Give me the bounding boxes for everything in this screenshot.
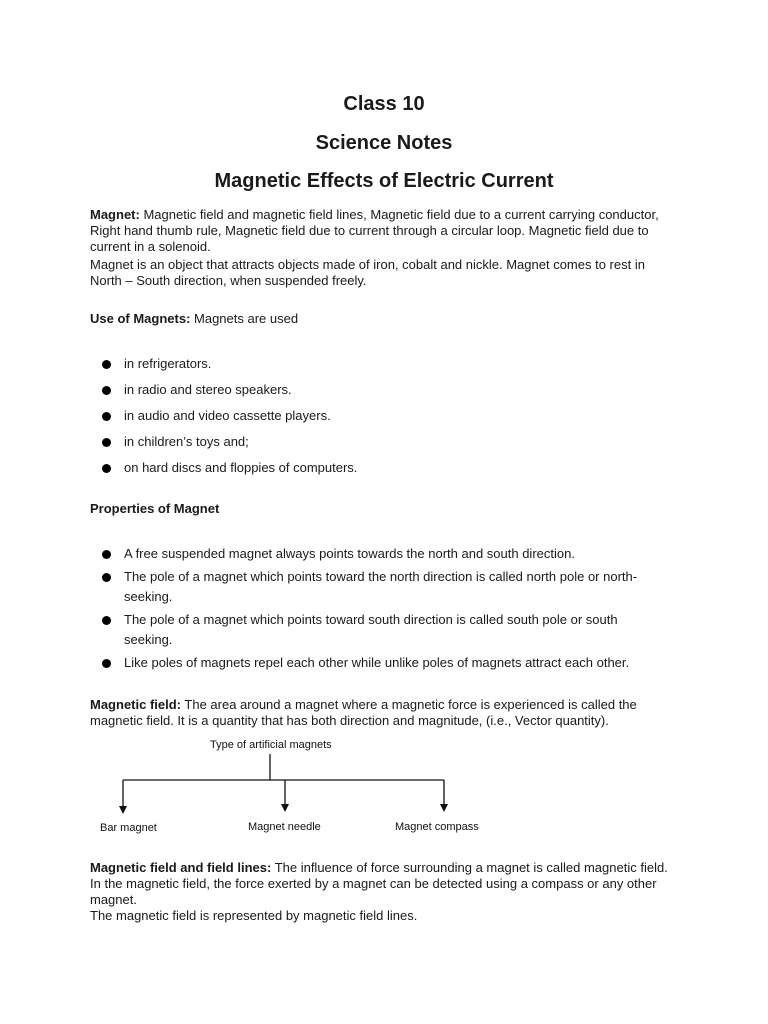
uses-label: Use of Magnets: — [90, 311, 191, 326]
diagram-child-label: Magnet needle — [248, 821, 321, 833]
list-item: A free suspended magnet always points towards the north and south direction. — [90, 544, 690, 564]
arrow-down-icon — [119, 806, 127, 814]
diagram-child-label: Magnet compass — [395, 821, 479, 833]
bullet-icon — [102, 550, 111, 559]
diagram-root-label: Type of artificial magnets — [210, 739, 332, 751]
diagram-child-label: Bar magnet — [100, 822, 157, 834]
arrow-down-icon — [281, 804, 289, 812]
bullet-icon — [102, 464, 111, 473]
bullet-icon — [102, 386, 111, 395]
list-item: Like poles of magnets repel each other while unlike poles of magnets attract each other. — [90, 653, 690, 673]
bullet-icon — [102, 360, 111, 369]
bullet-icon — [102, 438, 111, 447]
properties-title: Properties of Magnet — [90, 501, 220, 516]
list-item: The pole of a magnet which points toward south direction is called south pole or south seeking. — [90, 610, 642, 650]
artificial-magnets-diagram — [90, 734, 510, 838]
subject-heading: Science Notes — [315, 132, 453, 154]
field-lines-representation: The magnetic field is represented by magnetic field lines. — [90, 908, 418, 923]
magnet-label: Magnet: — [90, 207, 140, 222]
chapter-title: Magnetic Effects of Electric Current — [214, 170, 554, 192]
field-lines-text: The influence of force surrounding a magnet is called magnetic field. In the magnetic field, the force exerted by a magnet can be detected using a compass or any other magnet. — [90, 860, 668, 907]
magnet-intro-paragraph — [90, 207, 680, 255]
properties-list — [90, 544, 690, 673]
list-item: The pole of a magnet which points toward the north direction is called north pole or north-seeking. — [90, 567, 642, 607]
list-item: on hard discs and floppies of computers. — [90, 458, 690, 478]
magnetic-field-label: Magnetic field: — [90, 697, 182, 712]
magnetic-field-paragraph — [90, 697, 680, 729]
magnetic-field-text: The area around a magnet where a magnetic force is experienced is called the magnetic field. It is a quantity that has both direction and magnitude, (i.e., Vector quantity). — [90, 697, 637, 728]
bullet-icon — [102, 659, 111, 668]
magnet-intro-text: Magnetic field and magnetic field lines, Magnetic field due to a current carrying conductor, Right hand thumb rule, Magnetic field due to current through a circular loop. Magnetic field due to current in a solenoid. — [90, 207, 659, 254]
uses-intro — [90, 311, 680, 327]
list-item: in children’s toys and; — [90, 432, 690, 452]
field-lines-paragraph — [90, 860, 680, 908]
list-item: in radio and stereo speakers. — [90, 380, 690, 400]
uses-list — [90, 354, 690, 478]
field-lines-label: Magnetic field and field lines: — [90, 860, 272, 875]
magnet-definition-paragraph: Magnet is an object that attracts objects made of iron, cobalt and nickle. Magnet comes to rest in North – South direction, when suspended freely. — [90, 257, 645, 288]
list-item: in refrigerators. — [90, 354, 690, 374]
uses-text: Magnets are used — [190, 311, 299, 326]
arrow-down-icon — [440, 804, 448, 812]
bullet-icon — [102, 412, 111, 421]
bullet-icon — [102, 616, 111, 625]
class-heading: Class 10 — [343, 93, 425, 115]
list-item: in audio and video cassette players. — [90, 406, 690, 426]
bullet-icon — [102, 573, 111, 582]
